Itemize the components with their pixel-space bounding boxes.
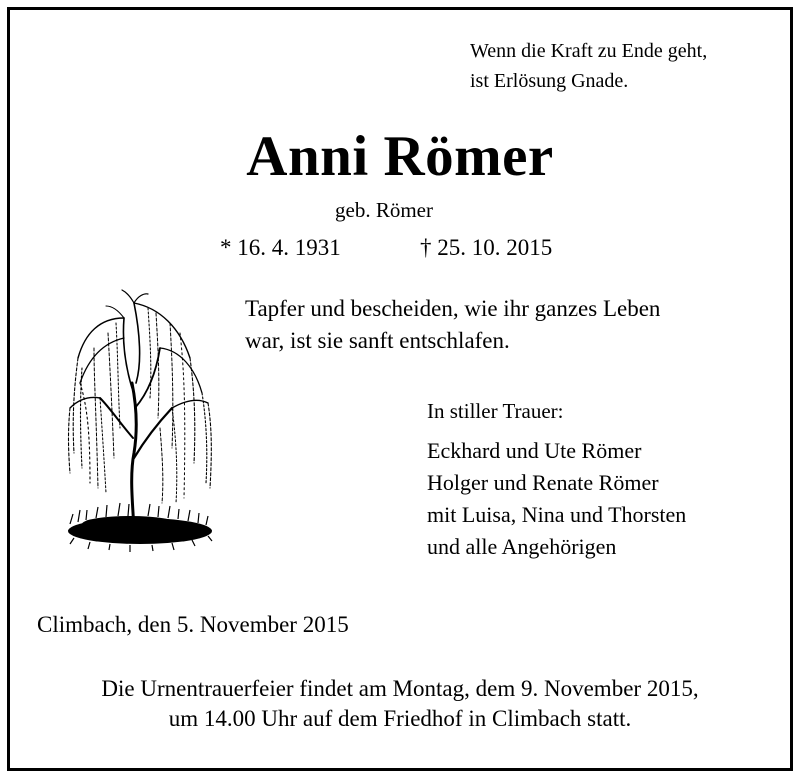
service-line: Die Urnentrauerfeier findet am Montag, dem 9. November 2015, [101, 676, 699, 701]
service-info [0, 674, 800, 734]
service-line: um 14.00 Uhr auf dem Friedhof in Climbach statt. [168, 706, 632, 731]
mourners-list [427, 435, 686, 563]
place-date: Climbach, den 5. November 2015 [37, 612, 349, 637]
mourner-line: Eckhard und Ute Römer [427, 438, 642, 463]
mourner-line: Holger und Renate Römer [427, 470, 659, 495]
mourner-line: und alle Angehörigen [427, 534, 617, 559]
deceased-name: Anni Römer [246, 125, 554, 188]
tribute-line: war, ist sie sanft entschlafen. [245, 328, 510, 353]
birth-name: geb. Römer [335, 198, 433, 222]
tribute-text [245, 293, 660, 357]
motto [470, 36, 707, 96]
mourning-heading: In stiller Trauer: [427, 399, 564, 423]
tribute-line: Tapfer und bescheiden, wie ihr ganzes Leben [245, 296, 661, 321]
mourner-line: mit Luisa, Nina und Thorsten [427, 502, 687, 527]
motto-line: Wenn die Kraft zu Ende geht, [470, 40, 708, 62]
birth-date: * 16. 4. 1931 [220, 235, 341, 260]
death-date: † 25. 10. 2015 [420, 235, 553, 260]
motto-line: ist Erlösung Gnade. [470, 70, 629, 92]
weeping-willow-icon [60, 288, 220, 566]
